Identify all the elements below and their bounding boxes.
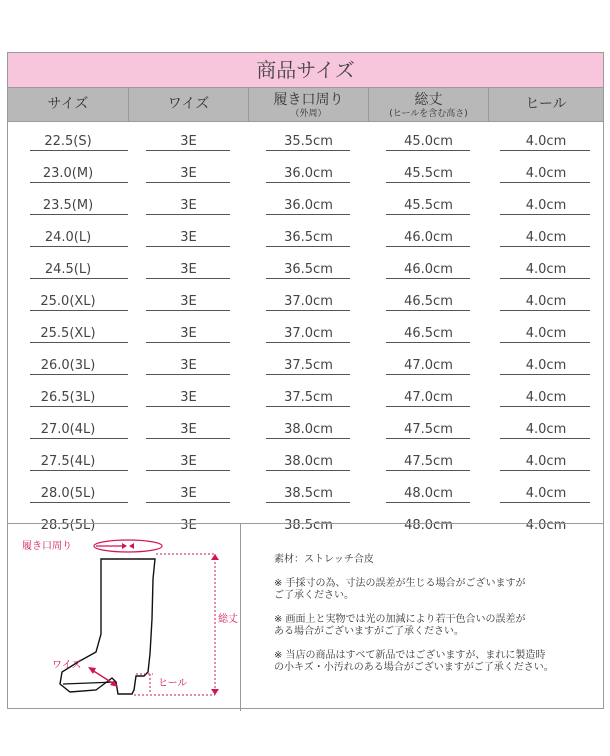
table-cell: 45.5cm	[404, 166, 453, 181]
table-cell: 25.0(XL)	[40, 294, 96, 309]
header-opening: 履き口周り （外周）	[273, 92, 344, 119]
table-cell: 35.5cm	[284, 134, 333, 149]
table-cell: 38.0cm	[284, 454, 333, 469]
table-cell: 36.0cm	[284, 166, 333, 181]
table-cell: 3E	[180, 358, 197, 373]
table-cell: 37.0cm	[284, 326, 333, 341]
table-row	[8, 185, 603, 216]
table-cell: 4.0cm	[525, 166, 567, 181]
table-cell: 27.5(4L)	[40, 454, 96, 469]
header-width: ワイズ	[167, 96, 210, 112]
note-condition: ※ 当店の商品はすべて新品ではございますが、まれに製造時 の小キズ・小汚れのある場合がございますがご了承ください。	[274, 650, 554, 673]
table-cell: 36.5cm	[284, 230, 333, 245]
table-cell: 45.0cm	[404, 134, 453, 149]
table-cell: 36.5cm	[284, 262, 333, 277]
table-cell: 24.0(L)	[44, 230, 92, 245]
table-cell: 3E	[180, 166, 197, 181]
table-row	[8, 281, 603, 312]
table-cell: 4.0cm	[525, 294, 567, 309]
boot-diagram	[8, 524, 240, 711]
table-cell: 3E	[180, 262, 197, 277]
table-header	[8, 88, 603, 122]
table-cell: 4.0cm	[525, 230, 567, 245]
size-table-frame	[7, 52, 604, 709]
table-cell: 47.0cm	[404, 390, 453, 405]
table-cell: 45.5cm	[404, 198, 453, 213]
note-measurement: ※ 手採寸の為、寸法の誤差が生じる場合がございますが ご了承ください。	[274, 578, 526, 601]
table-row	[8, 153, 603, 184]
table-row	[8, 345, 603, 376]
header-heel: ヒール	[525, 96, 567, 112]
table-cell: 3E	[180, 390, 197, 405]
table-cell: 4.0cm	[525, 390, 567, 405]
table-row	[8, 441, 603, 472]
header-total-height: 総丈 (ヒールを含む高さ)	[389, 92, 468, 119]
table-cell: 23.0(M)	[42, 166, 94, 181]
table-cell: 3E	[180, 198, 197, 213]
table-cell: 4.0cm	[525, 454, 567, 469]
table-cell: 46.5cm	[404, 294, 453, 309]
table-cell: 4.0cm	[525, 358, 567, 373]
table-cell: 46.0cm	[404, 262, 453, 277]
table-row	[8, 249, 603, 280]
table-row	[8, 409, 603, 440]
table-row	[8, 121, 603, 152]
table-cell: 26.0(3L)	[40, 358, 96, 373]
table-cell: 3E	[180, 486, 197, 501]
material-note: 素材：ストレッチ合皮	[274, 554, 374, 565]
table-title: 商品サイズ	[8, 53, 603, 88]
table-cell: 3E	[180, 422, 197, 437]
table-row	[8, 377, 603, 408]
table-cell: 3E	[180, 518, 197, 533]
table-cell: 4.0cm	[525, 134, 567, 149]
table-cell: 22.5(S)	[44, 134, 92, 149]
table-cell: 48.0cm	[404, 518, 453, 533]
notes-block	[274, 554, 594, 686]
header-size: サイズ	[47, 96, 89, 112]
table-cell: 4.0cm	[525, 326, 567, 341]
note-color: ※ 画面上と実物では光の加減により若干色合いの誤差が ある場合がございますがご了承ください。	[274, 614, 526, 637]
bottom-section	[8, 523, 603, 711]
table-cell: 48.0cm	[404, 486, 453, 501]
table-cell: 36.0cm	[284, 198, 333, 213]
table-cell: 37.0cm	[284, 294, 333, 309]
label-opening: 履き口周り	[22, 541, 72, 552]
table-cell: 3E	[180, 326, 197, 341]
table-cell: 37.5cm	[284, 390, 333, 405]
table-cell: 47.0cm	[404, 358, 453, 373]
table-cell: 28.0(5L)	[40, 486, 96, 501]
table-cell: 4.0cm	[525, 518, 567, 533]
table-row	[8, 473, 603, 504]
table-cell: 25.5(XL)	[40, 326, 96, 341]
label-width: ワイズ	[52, 660, 82, 671]
table-cell: 3E	[180, 294, 197, 309]
table-cell: 3E	[180, 230, 197, 245]
table-cell: 38.5cm	[284, 486, 333, 501]
table-cell: 3E	[180, 454, 197, 469]
table-cell: 47.5cm	[404, 454, 453, 469]
table-row	[8, 313, 603, 344]
label-heel: ヒール	[158, 678, 188, 689]
table-cell: 23.5(M)	[42, 198, 94, 213]
table-cell: 38.0cm	[284, 422, 333, 437]
table-cell: 47.5cm	[404, 422, 453, 437]
table-cell: 24.5(L)	[44, 262, 92, 277]
table-cell: 28.5(5L)	[40, 518, 96, 533]
table-cell: 4.0cm	[525, 262, 567, 277]
table-cell: 26.5(3L)	[40, 390, 96, 405]
table-cell: 4.0cm	[525, 422, 567, 437]
table-cell: 4.0cm	[525, 198, 567, 213]
table-cell: 46.0cm	[404, 230, 453, 245]
table-cell: 3E	[180, 134, 197, 149]
table-cell: 4.0cm	[525, 486, 567, 501]
label-total-height: 総丈	[218, 614, 238, 625]
table-cell: 38.5cm	[284, 518, 333, 533]
table-cell: 37.5cm	[284, 358, 333, 373]
table-row	[8, 217, 603, 248]
table-cell: 27.0(4L)	[40, 422, 96, 437]
table-cell: 46.5cm	[404, 326, 453, 341]
